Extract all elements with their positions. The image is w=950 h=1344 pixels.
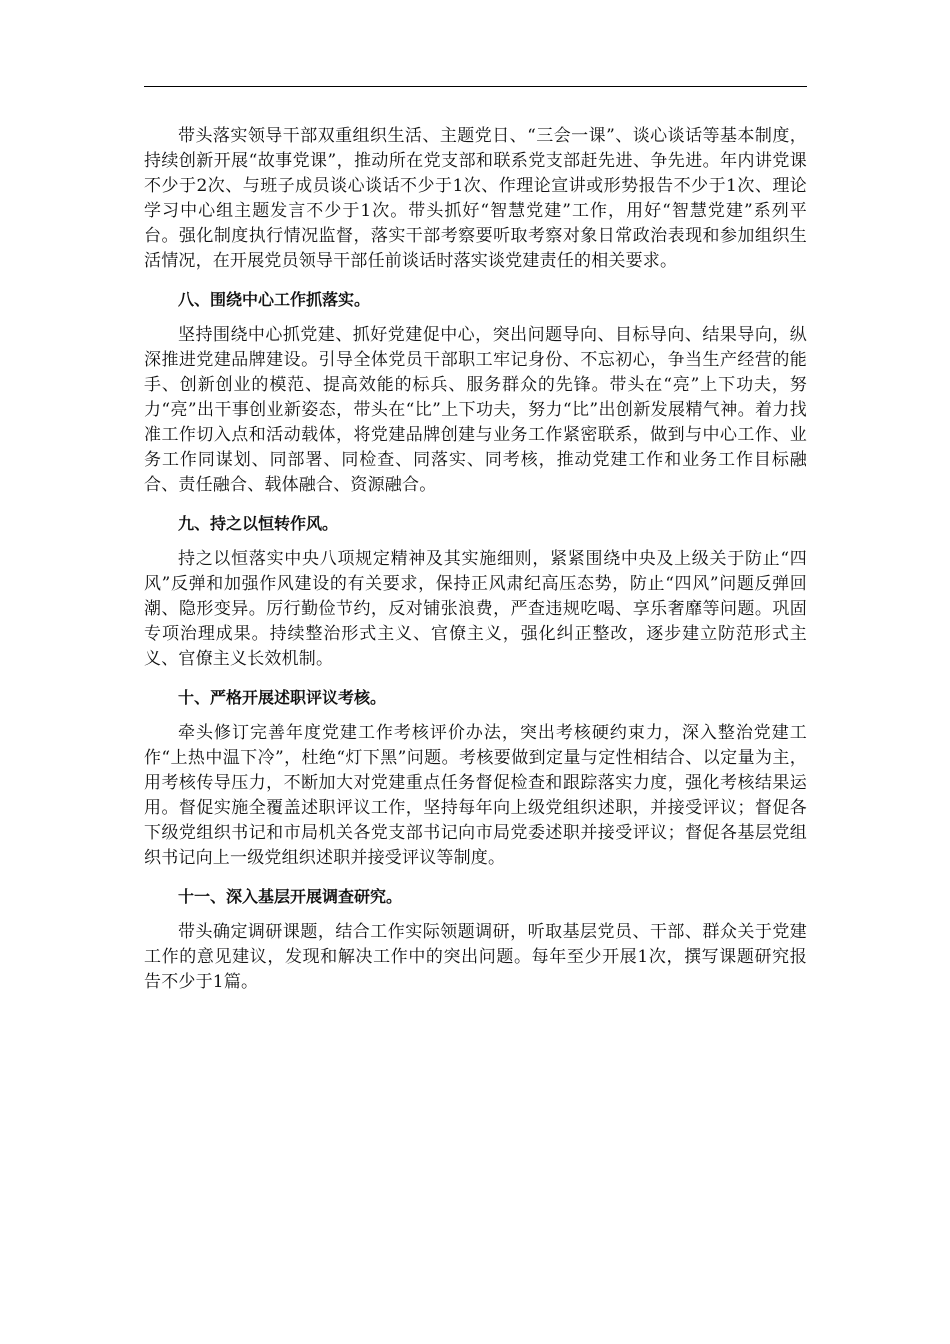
header-rule (144, 86, 807, 87)
paragraph-intro: 带头落实领导干部双重组织生活、主题党日、“三会一课”、谈心谈话等基本制度，持续创新开展“故事党课”，推动所在党支部和联系党支部赶先进、争先进。年内讲党课不少于2次、与班子成员谈心谈话不少于1次、作理论宣讲或形势报告不少于1次、理论学习中心组主题发言不少于1次。带头抓好“智慧党建”工作，用好“智慧党建”系列平台。强化制度执行情况监督，落实干部考察要听取考察对象日常政治表现和参加组织生活情况，在开展党员领导干部任前谈话时落实谈党建责任的相关要求。 (144, 126, 807, 271)
section-heading-11: 十一、深入基层开展调查研究。 (178, 887, 403, 906)
section-heading-10: 十、严格开展述职评议考核。 (178, 688, 387, 707)
section-heading-9: 九、持之以恒转作风。 (178, 514, 339, 533)
paragraph-section-8: 坚持围绕中心抓党建、抓好党建促中心，突出问题导向、目标导向、结果导向，纵深推进党建品牌建设。引导全体党员干部职工牢记身份、不忘初心，争当生产经营的能手、创新创业的模范、提高效能的标兵、服务群众的先锋。带头在“亮”上下功夫，努力“亮”出干事创业新姿态，带头在“比”上下功夫，努力“比”出创新发展精气神。着力找准工作切入点和活动载体，将党建品牌创建与业务工作紧密联系，做到与中心工作、业务工作同谋划、同部署、同检查、同落实、同考核，推动党建工作和业务工作目标融合、责任融合、载体融合、资源融合。 (144, 325, 807, 495)
section-heading-8: 八、围绕中心工作抓落实。 (178, 290, 371, 309)
paragraph-section-9: 持之以恒落实中央八项规定精神及其实施细则，紧紧围绕中央及上级关于防止“四风”反弹和加强作风建设的有关要求，保持正风肃纪高压态势，防止“四风”问题反弹回潮、隐形变异。厉行勤俭节约，反对铺张浪费，严查违规吃喝、享乐奢靡等问题。巩固专项治理成果。持续整治形式主义、官僚主义，强化纠正整改，逐步建立防范形式主义、官僚主义长效机制。 (144, 549, 807, 669)
paragraph-section-11: 带头确定调研课题，结合工作实际领题调研，听取基层党员、干部、群众关于党建工作的意见建议，发现和解决工作中的突出问题。每年至少开展1次，撰写课题研究报告不少于1篇。 (144, 922, 807, 992)
document-body (144, 124, 807, 995)
paragraph-section-10: 牵头修订完善年度党建工作考核评价办法，突出考核硬约束力，深入整治党建工作“上热中温下冷”，杜绝“灯下黑”问题。考核要做到定量与定性相结合、以定量为主，用考核传导压力，不断加大对党建重点任务督促检查和跟踪落实力度，强化考核结果运用。督促实施全覆盖述职评议工作，坚持每年向上级党组织述职，并接受评议；督促各下级党组织书记和市局机关各党支部书记向市局党委述职并接受评议；督促各基层党组织书记向上一级党组织述职并接受评议等制度。 (144, 723, 807, 868)
